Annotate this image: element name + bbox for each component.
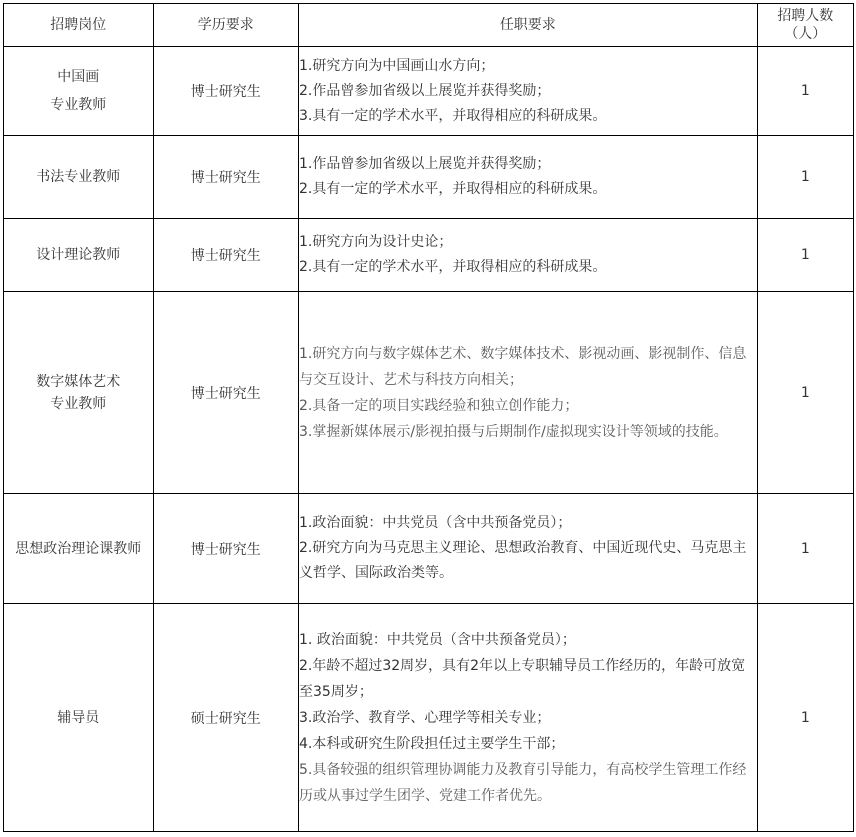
table-row bbox=[4, 136, 854, 219]
requirement-item: 2.研究方向为马克思主义理论、思想政治教育、中国近现代史、马克思主义哲学、国际政治类等。 bbox=[299, 540, 747, 581]
table-row bbox=[4, 494, 854, 604]
cell-education: 博士研究生 bbox=[153, 219, 299, 292]
position-text: 数字媒体艺术 bbox=[36, 373, 121, 390]
cell-position bbox=[4, 494, 154, 604]
requirement-item: 4.本科或研究生阶段担任过主要学生干部； bbox=[299, 735, 565, 752]
requirement-item: 1.研究方向为中国画山水方向； bbox=[299, 57, 495, 74]
requirement-item: 2.具有一定的学术水平，并取得相应的科研成果。 bbox=[299, 181, 607, 197]
cell-education: 硕士研究生 bbox=[153, 604, 299, 832]
position-text: 专业教师 bbox=[50, 97, 107, 113]
cell-education: 博士研究生 bbox=[153, 136, 299, 219]
requirement-item: 5.具备较强的组织管理协调能力及教育引导能力，有高校学生管理工作经历或从事过学生团学、党建工作者优先。 bbox=[299, 761, 747, 804]
header-count-line1: 招聘人数 bbox=[777, 8, 834, 24]
table-row bbox=[4, 292, 854, 494]
header-count-line2: （人） bbox=[784, 26, 827, 42]
table-row bbox=[4, 219, 854, 292]
position-text: 书法专业教师 bbox=[36, 169, 121, 185]
requirement-item: 1.作品曾参加省级以上展览并获得奖励； bbox=[299, 156, 551, 172]
cell-position bbox=[4, 219, 154, 292]
cell-position bbox=[4, 292, 154, 494]
cell-education: 博士研究生 bbox=[153, 47, 299, 136]
cell-count: 1 bbox=[757, 494, 853, 604]
cell-position bbox=[4, 136, 154, 219]
cell-count: 1 bbox=[757, 292, 853, 494]
requirement-item: 1. 政治面貌：中共党员（含中共预备党员）； bbox=[299, 631, 576, 648]
position-text: 设计理论教师 bbox=[36, 247, 121, 263]
requirement-item: 3.具有一定的学术水平，并取得相应的科研成果。 bbox=[299, 107, 607, 124]
cell-education: 博士研究生 bbox=[153, 494, 299, 604]
header-requirements: 任职要求 bbox=[299, 4, 758, 47]
position-text: 专业教师 bbox=[50, 395, 107, 412]
requirement-item: 3.政治学、教育学、心理学等相关专业； bbox=[299, 709, 551, 726]
cell-requirements bbox=[299, 292, 758, 494]
cell-count: 1 bbox=[757, 47, 853, 136]
header-education: 学历要求 bbox=[153, 4, 299, 47]
cell-requirements bbox=[299, 136, 758, 219]
requirement-item: 1.政治面貌：中共党员（含中共预备党员）； bbox=[299, 515, 572, 531]
header-count bbox=[757, 4, 853, 47]
position-text: 思想政治理论课教师 bbox=[15, 540, 142, 557]
cell-count: 1 bbox=[757, 136, 853, 219]
requirement-item: 2.具有一定的学术水平，并取得相应的科研成果。 bbox=[299, 259, 607, 275]
cell-position bbox=[4, 47, 154, 136]
table-row bbox=[4, 604, 854, 832]
table-row bbox=[4, 47, 854, 136]
requirement-item: 2.年龄不超过32周岁，具有2年以上专职辅导员工作经历的，年龄可放宽至35周岁； bbox=[299, 657, 746, 700]
cell-requirements bbox=[299, 604, 758, 832]
cell-requirements bbox=[299, 494, 758, 604]
requirement-item: 3.掌握新媒体展示/影视拍摄与后期制作/虚拟现实设计等领域的技能。 bbox=[299, 423, 728, 440]
cell-count: 1 bbox=[757, 604, 853, 832]
cell-count: 1 bbox=[757, 219, 853, 292]
requirement-item: 1.研究方向与数字媒体艺术、数字媒体技术、影视动画、影视制作、信息与交互设计、艺术与科技方向相关； bbox=[299, 345, 747, 388]
requirement-item: 2.作品曾参加省级以上展览并获得奖励； bbox=[299, 82, 551, 99]
cell-requirements bbox=[299, 47, 758, 136]
table-header-row bbox=[4, 4, 854, 47]
header-position: 招聘岗位 bbox=[4, 4, 154, 47]
cell-education: 博士研究生 bbox=[153, 292, 299, 494]
cell-position bbox=[4, 604, 154, 832]
requirement-item: 1.研究方向为设计史论； bbox=[299, 234, 453, 250]
position-text: 辅导员 bbox=[57, 709, 100, 726]
position-text: 中国画 bbox=[57, 69, 100, 85]
cell-requirements bbox=[299, 219, 758, 292]
recruitment-table bbox=[3, 3, 854, 832]
requirement-item: 2.具备一定的项目实践经验和独立创作能力； bbox=[299, 397, 579, 414]
